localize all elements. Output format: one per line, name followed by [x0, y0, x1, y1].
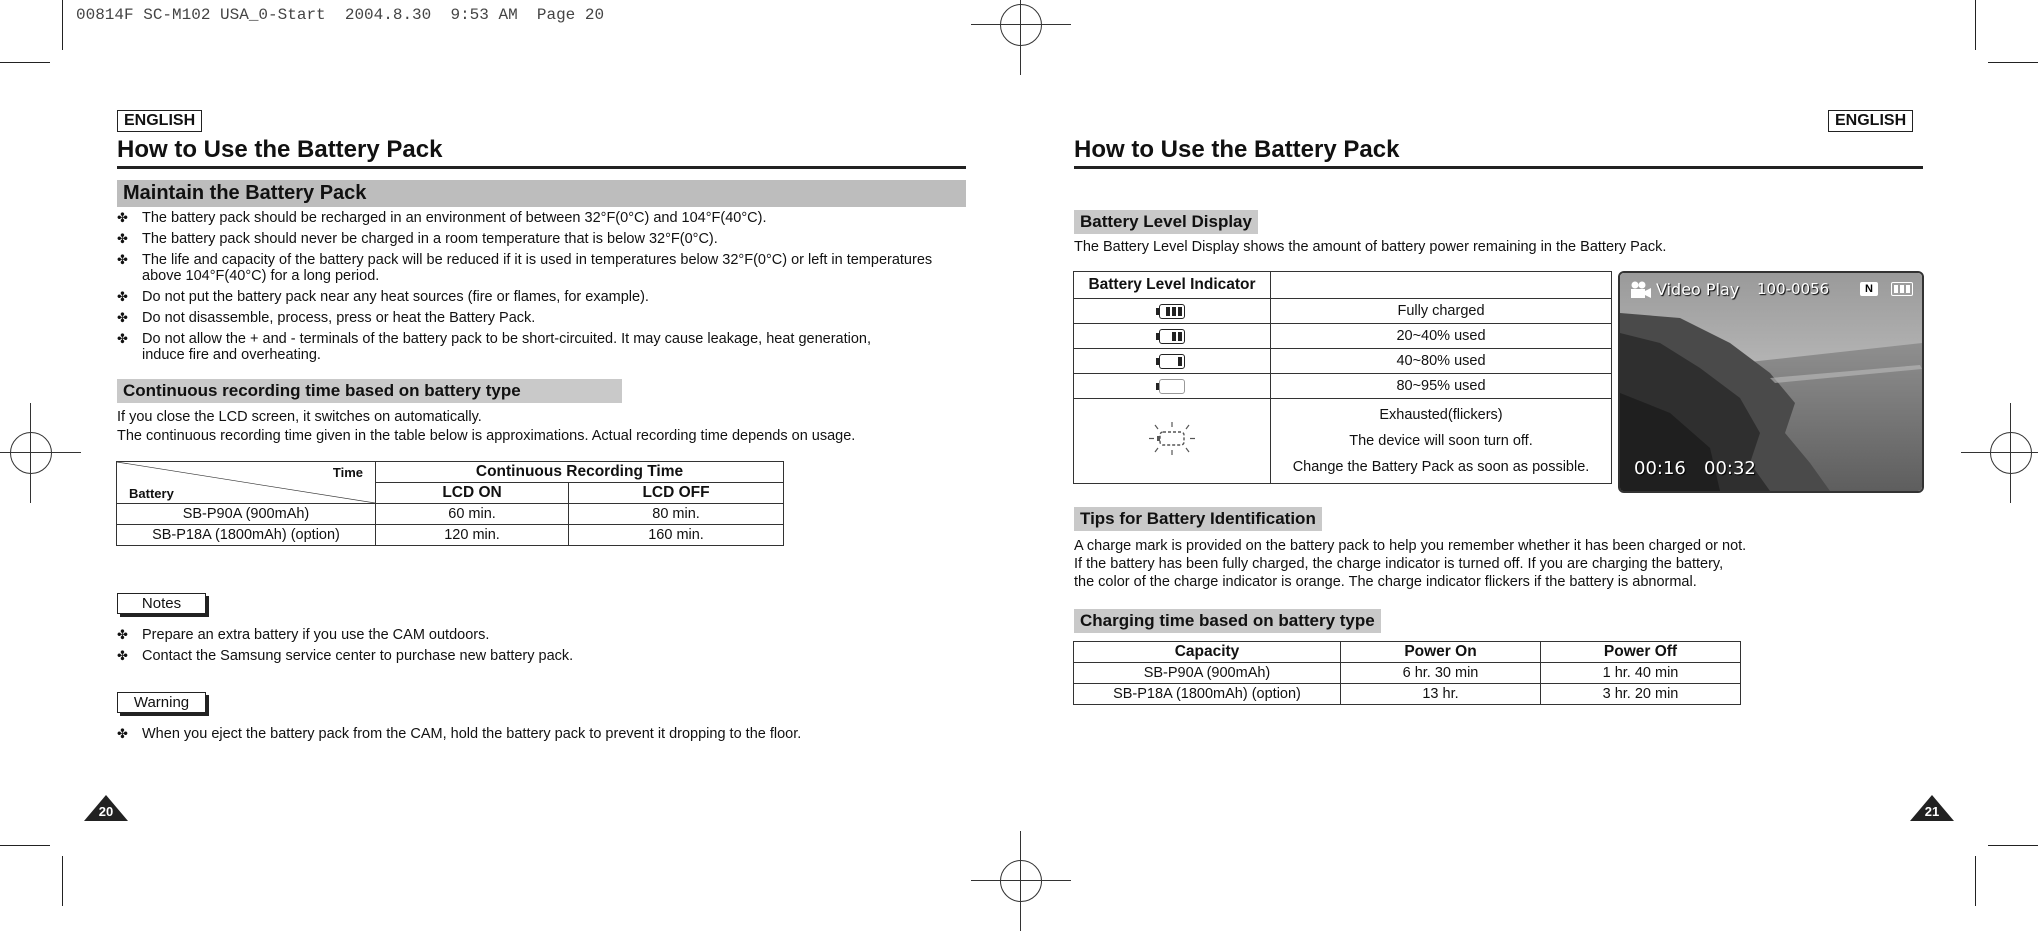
section-heading-charging: Charging time based on battery type	[1074, 609, 1381, 633]
bullet-icon: ✤	[117, 210, 128, 225]
table-row: Fully charged	[1074, 299, 1612, 324]
print-header: 00814F SC-M102 USA_0-Start 2004.8.30 9:53 AM Page 20	[76, 6, 605, 24]
bullet-icon: ✤	[117, 726, 128, 741]
screen-mode-badge: N	[1860, 282, 1878, 296]
crop-mark	[1975, 0, 1976, 50]
battery-one-bar-icon	[1159, 354, 1185, 369]
list-item: ✤ Prepare an extra battery if you use the CAM outdoors.	[117, 627, 490, 643]
page-number-badge	[84, 795, 128, 821]
battery-empty-icon	[1159, 379, 1185, 394]
table-header: Power Off	[1541, 642, 1741, 663]
recording-intro-1: If you close the LCD screen, it switches on automatically.	[117, 409, 482, 425]
language-tag: ENGLISH	[1828, 110, 1913, 132]
bullet-icon: ✤	[117, 231, 128, 246]
table-row: SB-P90A (900mAh) 6 hr. 30 min 1 hr. 40 min	[1074, 663, 1741, 684]
lcd-screen-preview	[1618, 271, 1924, 493]
list-item: ✤ Do not allow the + and - terminals of the battery pack to be short-circuited. It may cause leakage, heat generation, induce fire and overheating.	[117, 331, 872, 363]
exhausted-line-2: The device will soon turn off.	[1349, 433, 1533, 449]
page-number: 21	[1924, 804, 1940, 819]
section-heading-recording: Continuous recording time based on battery type	[117, 379, 622, 403]
screen-total-time: 00:32	[1704, 458, 1756, 479]
notes-label: Notes	[117, 593, 206, 614]
bullet-icon: ✤	[117, 310, 128, 325]
table-row: 80~95% used	[1074, 374, 1612, 399]
level-display-intro: The Battery Level Display shows the amount of battery power remaining in the Battery Pack.	[1074, 239, 1667, 255]
exhausted-line-3: Change the Battery Pack as soon as possible.	[1292, 459, 1590, 475]
screen-elapsed-time: 00:16	[1634, 458, 1686, 479]
warning-label: Warning	[117, 692, 206, 713]
video-camera-icon	[1630, 281, 1652, 299]
table-header: LCD OFF	[569, 483, 784, 504]
registration-mark	[1000, 860, 1042, 902]
battery-two-bars-icon	[1159, 329, 1185, 344]
notes-list	[117, 627, 917, 669]
page-title: How to Use the Battery Pack	[1074, 136, 1400, 163]
corner-label-battery: Battery	[129, 486, 174, 501]
screen-mode-label: Video Play	[1656, 280, 1740, 299]
crop-mark	[62, 856, 63, 906]
title-rule	[117, 166, 966, 169]
table-row: SB-P18A (1800mAh) (option) 120 min. 160 min.	[117, 525, 784, 546]
battery-flicker-icon	[1147, 421, 1197, 457]
table-corner-cell	[117, 462, 376, 504]
maintain-list	[117, 210, 937, 368]
page-title: How to Use the Battery Pack	[117, 136, 443, 163]
bullet-icon: ✤	[117, 331, 128, 346]
language-tag: ENGLISH	[117, 110, 202, 132]
recording-time-table	[116, 461, 784, 546]
table-header: Battery Level Indicator	[1074, 272, 1271, 299]
battery-full-icon	[1159, 304, 1185, 319]
tips-line-3: the color of the charge indicator is orange. The charge indicator flickers if the battery is abnormal.	[1074, 574, 1697, 590]
page-number-badge	[1910, 795, 1954, 821]
list-item: ✤ Contact the Samsung service center to purchase new battery pack.	[117, 648, 574, 664]
list-item: ✤ The life and capacity of the battery pack will be reduced if it is used in temperatures below 32°F(0°C) or left in temperatures above 104°F(40°C) for a long period.	[117, 252, 933, 284]
exhausted-line-1: Exhausted(flickers)	[1379, 407, 1503, 423]
table-row: SB-P90A (900mAh) 60 min. 80 min.	[117, 504, 784, 525]
bullet-icon: ✤	[117, 648, 128, 663]
list-item: ✤ Do not disassemble, process, press or heat the Battery Pack.	[117, 310, 536, 326]
table-row: SB-P18A (1800mAh) (option) 13 hr. 3 hr. 20 min	[1074, 684, 1741, 705]
crop-mark	[1988, 845, 2038, 846]
table-row: 40~80% used	[1074, 349, 1612, 374]
recording-intro-2: The continuous recording time given in the table below is approximations. Actual recording time depends on usage.	[117, 428, 856, 444]
list-item: ✤ The battery pack should never be charged in a room temperature that is below 32°F(0°C).	[117, 231, 718, 247]
table-header: LCD ON	[376, 483, 569, 504]
crop-mark	[62, 0, 63, 50]
charging-time-table	[1073, 641, 1741, 705]
crop-mark	[0, 845, 50, 846]
table-header: Power On	[1341, 642, 1541, 663]
list-item: ✤ The battery pack should be recharged in an environment of between 32°F(0°C) and 104°F(40°C).	[117, 210, 767, 226]
bullet-icon: ✤	[117, 289, 128, 304]
screen-file-number: 100-0056	[1757, 280, 1830, 298]
registration-mark	[1990, 432, 2032, 474]
title-rule	[1074, 166, 1923, 169]
tips-line-2: If the battery has been fully charged, the charge indicator is turned off. If you are charging the battery,	[1074, 556, 1724, 572]
list-item: ✤ When you eject the battery pack from the CAM, hold the battery pack to prevent it dropping to the floor.	[117, 726, 802, 742]
section-heading-level-display: Battery Level Display	[1074, 210, 1258, 234]
page-number: 20	[98, 804, 114, 819]
battery-level-table	[1073, 271, 1612, 484]
table-header: Capacity	[1074, 642, 1341, 663]
crop-mark	[1988, 62, 2038, 63]
registration-mark	[10, 432, 52, 474]
section-heading-tips: Tips for Battery Identification	[1074, 507, 1322, 531]
section-heading-maintain: Maintain the Battery Pack	[117, 180, 966, 207]
bullet-icon: ✤	[117, 627, 128, 642]
tips-line-1: A charge mark is provided on the battery pack to help you remember whether it has been charged or not.	[1074, 538, 1747, 554]
table-row: 20~40% used	[1074, 324, 1612, 349]
warning-list	[117, 726, 937, 747]
crop-mark	[1975, 856, 1976, 906]
table-group-header: Continuous Recording Time	[376, 462, 784, 483]
bullet-icon: ✤	[117, 252, 128, 267]
crop-mark	[0, 62, 50, 63]
list-item: ✤ Do not put the battery pack near any heat sources (fire or flames, for example).	[117, 289, 649, 305]
registration-mark	[1000, 4, 1042, 46]
table-row	[1074, 399, 1612, 484]
screen-battery-icon	[1891, 282, 1913, 296]
corner-label-time: Time	[332, 465, 363, 480]
